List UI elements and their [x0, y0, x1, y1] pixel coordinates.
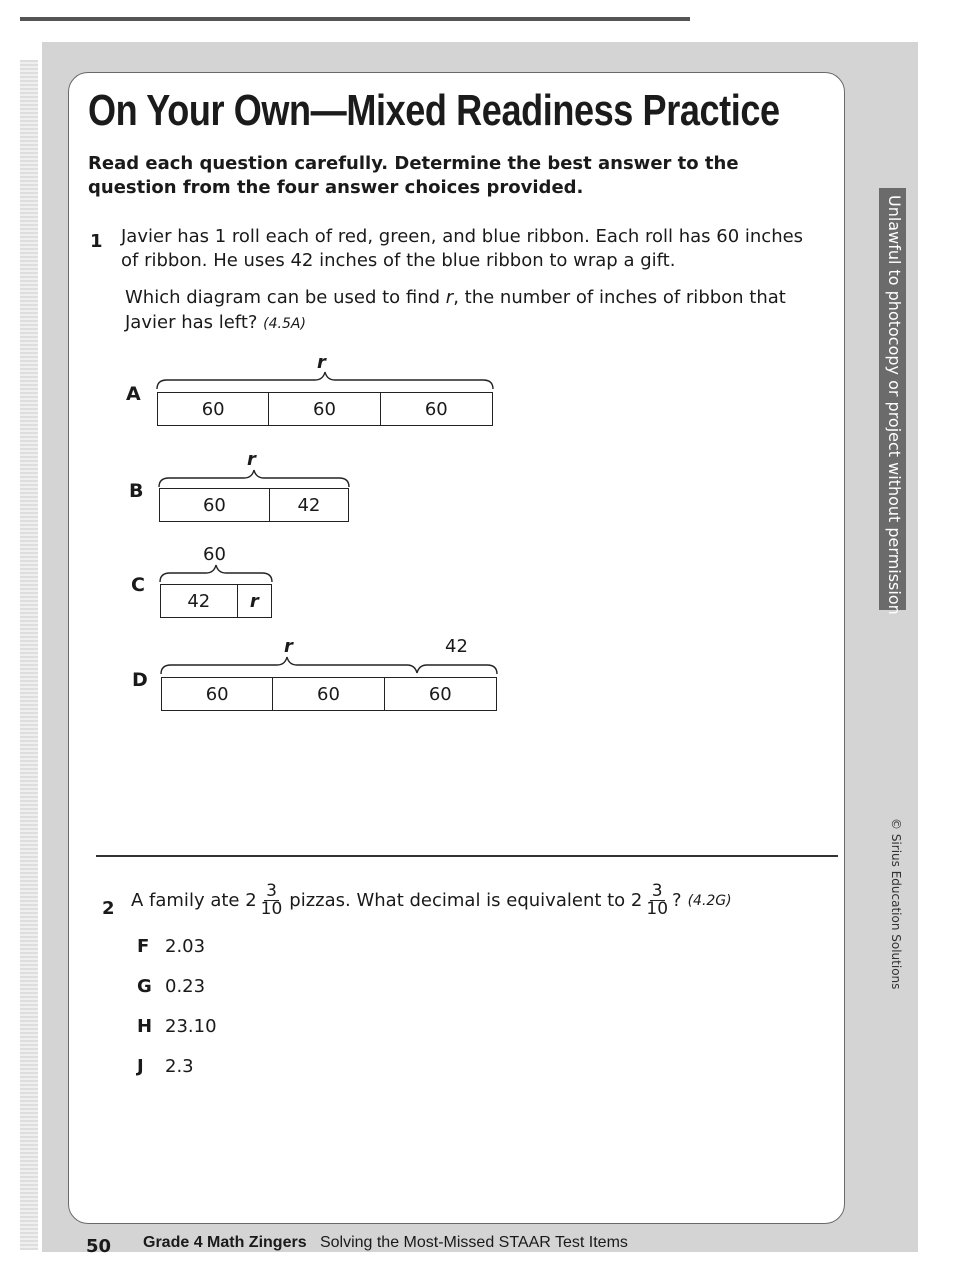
option-a-cell: 60	[269, 393, 380, 425]
option-b-letter[interactable]: B	[129, 480, 144, 502]
question-2-text-part-3: ?	[672, 889, 682, 911]
prompt-variable: r	[445, 287, 454, 308]
option-b-cell: 60	[160, 489, 270, 521]
option-d-cell: 60	[428, 683, 452, 705]
question-1-standard: (4.5A)	[263, 316, 306, 332]
page-title: On Your Own—Mixed Readiness Practice	[88, 86, 780, 135]
answer-letter: H	[137, 1016, 153, 1037]
prompt-part-2: , the number of inches of ribbon that	[453, 287, 786, 308]
option-c-cell: r	[249, 590, 259, 612]
option-d-letter[interactable]: D	[132, 669, 148, 691]
question-1-line-2: of ribbon. He uses 42 inches of the blue ribbon to wrap a gift.	[121, 250, 676, 271]
publisher-copyright: © Sirius Education Solutions	[889, 818, 903, 990]
question-2-text	[131, 883, 732, 918]
option-b-cell: 42	[297, 494, 321, 516]
question-1-prompt	[125, 286, 786, 310]
option-a-tape-diagram[interactable]	[157, 392, 493, 426]
option-d-brace	[161, 656, 497, 676]
answer-letter: F	[137, 936, 150, 957]
question-2-standard: (4.2G)	[687, 892, 732, 909]
question-1-number: 1	[90, 231, 103, 252]
answer-choice[interactable]	[137, 1056, 194, 1077]
option-c-tape-diagram[interactable]	[160, 584, 272, 618]
fraction-denominator: 10	[260, 899, 283, 919]
option-d-brace-label-left: r	[284, 636, 293, 657]
question-1-line-1: Javier has 1 roll each of red, green, and blue ribbon. Each roll has 60 inches	[121, 226, 804, 247]
option-a-brace-label: r	[317, 352, 326, 373]
option-d-cell: 60	[162, 678, 273, 710]
option-a-brace	[157, 371, 493, 391]
page-number: 50	[86, 1236, 112, 1257]
option-d-brace-label-right: 42	[445, 636, 468, 657]
fraction-numerator: 3	[266, 881, 277, 901]
section-divider	[96, 855, 838, 857]
answer-choice[interactable]	[137, 936, 205, 957]
answer-choice[interactable]	[137, 976, 205, 997]
mixed-number-fraction	[259, 883, 285, 918]
answer-letter: J	[137, 1056, 144, 1077]
prompt-part-1: Which diagram can be used to find	[125, 287, 441, 308]
option-b-brace-label: r	[247, 449, 256, 470]
answer-value: 0.23	[165, 976, 206, 997]
option-a-cell: 60	[158, 393, 269, 425]
book-title: Grade 4 Math Zingers	[143, 1234, 307, 1251]
copy-notice: Unlawful to photocopy or project without permission	[885, 195, 904, 615]
answer-value: 2.03	[165, 936, 206, 957]
mixed-number-fraction	[644, 883, 670, 918]
option-c-brace	[160, 564, 272, 584]
question-1-prompt-line-2	[125, 311, 306, 336]
option-b-brace	[159, 469, 349, 489]
book-subtitle: Solving the Most-Missed STAAR Test Items	[319, 1234, 628, 1251]
question-2-text-part-1: A family ate 2	[131, 889, 257, 911]
answer-value: 2.3	[165, 1056, 194, 1077]
option-a-letter[interactable]: A	[126, 383, 141, 405]
option-d-tape-diagram[interactable]	[161, 677, 497, 711]
answer-choice[interactable]	[137, 1016, 217, 1037]
option-a-cell: 60	[424, 398, 448, 420]
option-c-letter[interactable]: C	[131, 574, 145, 596]
option-c-brace-label: 60	[203, 544, 226, 565]
instructions: Read each question carefully. Determine the best answer to the question from the four answer choices provided.	[88, 153, 739, 198]
answer-letter: G	[137, 976, 152, 997]
question-2-number: 2	[102, 898, 115, 919]
question-2-text-part-2: pizzas. What decimal is equivalent to 2	[289, 889, 643, 911]
option-c-cell: 42	[161, 585, 238, 617]
footer-title	[143, 1234, 628, 1252]
answer-value: 23.10	[165, 1016, 217, 1037]
option-d-cell: 60	[273, 678, 384, 710]
option-b-tape-diagram[interactable]	[159, 488, 349, 522]
fraction-numerator: 3	[651, 881, 663, 901]
fraction-denominator: 10	[646, 899, 669, 919]
prompt-line-2: Javier has left?	[125, 312, 258, 333]
scan-edge-line	[20, 17, 690, 21]
scan-left-edge	[20, 60, 38, 1250]
